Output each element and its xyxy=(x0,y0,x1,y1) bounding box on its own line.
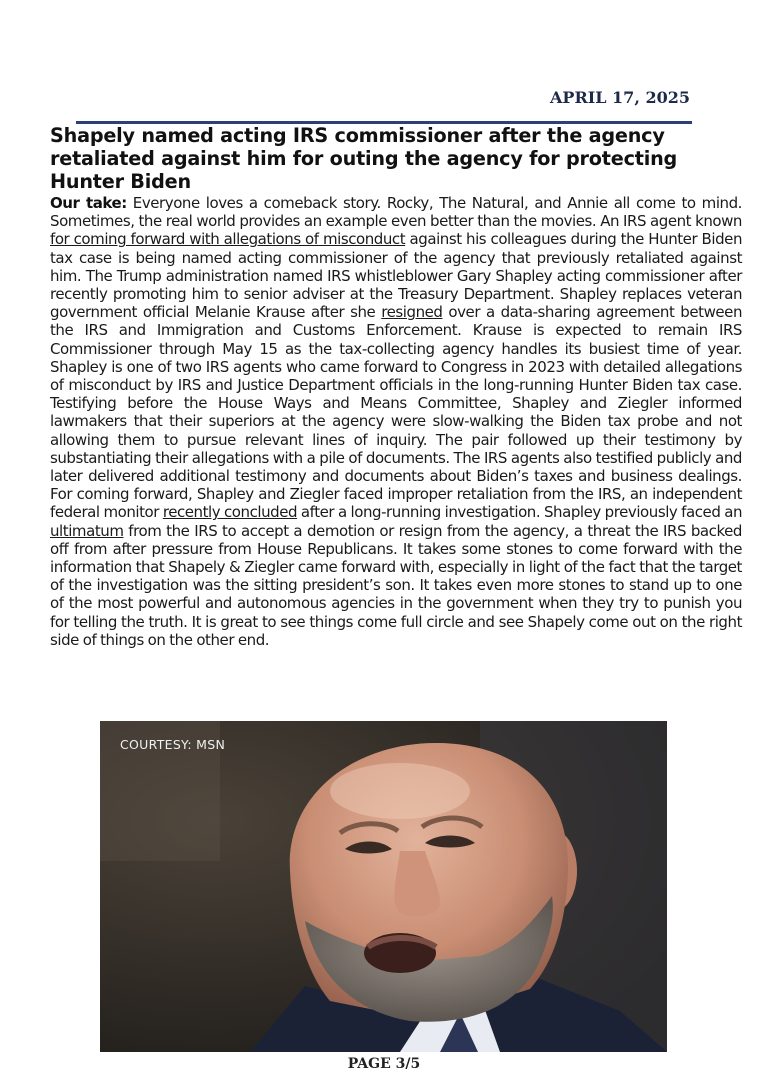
lead-label: Our take: xyxy=(50,194,127,212)
body-segment: from the IRS to accept a demotion or resign from the agency, a threat the IRS backed off from after pressure from House Republicans. It takes some stones to come forward with the information that Shapely & Ziegler came forward with, especially in light of the fact that the target of the investigation was the sitting president’s son. It takes even more stones to stand up to one of the most powerful and autonomous agencies in the government when they try to punish you for telling the truth. It is great to see things come full circle and see Shapely come out on the right side of things on the other end. xyxy=(50,521,742,649)
photo-caption: COURTESY: MSN xyxy=(120,737,226,752)
ultimatum-link[interactable]: ultimatum xyxy=(50,521,124,540)
recently-concluded-link[interactable]: recently concluded xyxy=(162,503,298,522)
body-segment: after a long-running investigation. Shapley previously faced an xyxy=(297,503,743,522)
body-segment: Everyone loves a comeback story. Rocky, The Natural, and Annie all come to mind. Sometimes, the real world provides an example even better than the movies. An IRS agent known xyxy=(50,194,742,231)
body-segment: against his colleagues during the Hunter Biden tax case is being named acting commissioner of the agency that previously retaliated against him. The Trump administration named IRS whistleblower Gary Shapley acting commissioner after recently promoting him to senior adviser at the Treasury Department. Shapley replaces veteran government official Melanie Krause after she xyxy=(50,230,743,322)
body-segment: over a data-sharing agreement between the IRS and Immigration and Customs Enforcement. Krause is expected to remain IRS Commissioner through May 15 as the tax-collecting agency handles its busiest time of year. Shapley is one of two IRS agents who came forward to Congress in 2023 with detailed allegations of misconduct by IRS and Justice Department officials in the long-running Hunter Biden tax case. Testifying before the House Ways and Means Committee, Shapley and Ziegler informed lawmakers that their superiors at the agency were slow-walking the Biden tax probe and not allowing them to pursue relevant lines of inquiry. The pair followed up their testimony by substantiating their allegations with a pile of documents. The IRS agents also testified publicly and later delivered additional testimony and documents about Biden’s taxes and business dealings. For coming forward, Shapley and Ziegler faced improper retaliation from the IRS, an independent federal monitor xyxy=(50,303,742,522)
resigned-link[interactable]: resigned xyxy=(381,303,443,322)
misconduct-allegations-link[interactable]: for coming forward with allegations of misconduct xyxy=(50,230,406,249)
article-body xyxy=(50,194,742,649)
portrait-illustration xyxy=(100,721,667,1052)
article-photo xyxy=(100,721,667,1052)
article-headline: Shapely named acting IRS commissioner after the agency retaliated against him for outing the agency for protecting Hunter Biden xyxy=(50,124,678,193)
page-number: PAGE 3/5 xyxy=(347,1056,421,1072)
issue-date: APRIL 17, 2025 xyxy=(550,88,690,107)
